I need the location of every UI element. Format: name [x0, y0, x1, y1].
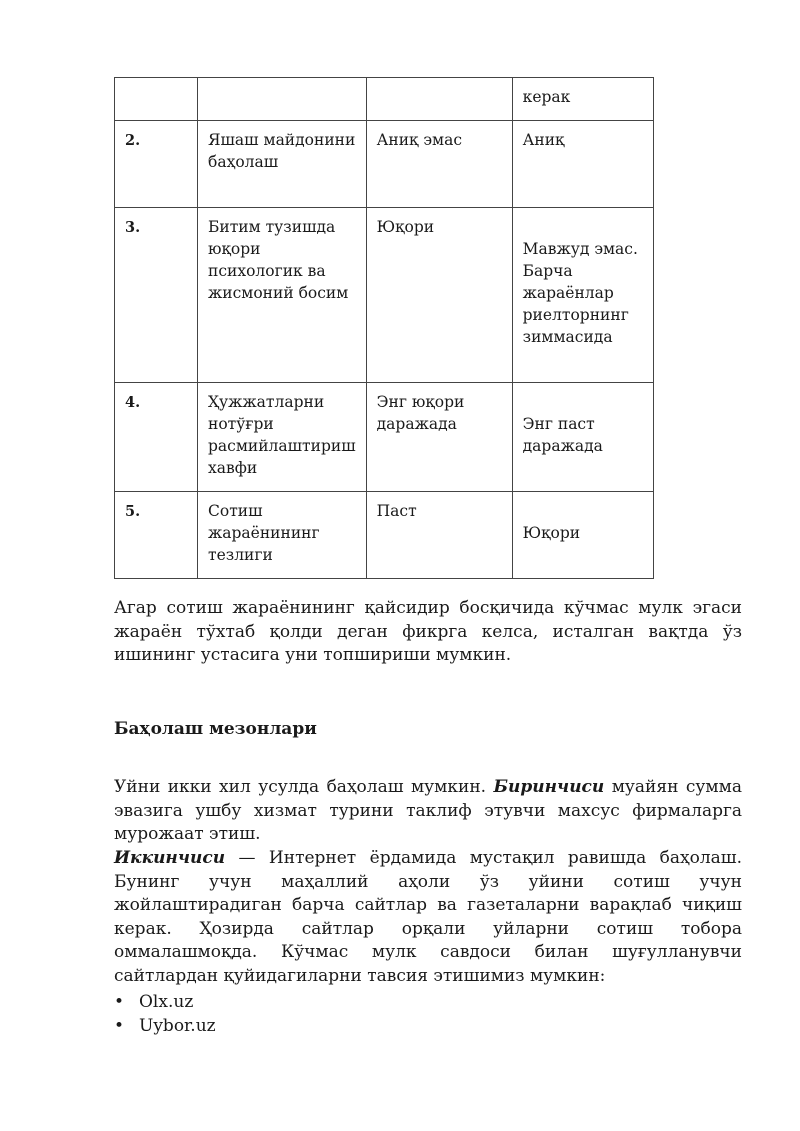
bullet-glyph: •	[114, 992, 125, 1012]
realtor-cell: Мавжуд эмас. Барча жараёнлар риелторнинг зиммасида	[512, 208, 653, 383]
owner-cell: Аниқ эмас	[366, 121, 512, 208]
owner-cell: Паст	[366, 492, 512, 579]
list-item	[114, 990, 216, 1014]
paragraph-first-method	[114, 776, 742, 847]
row-number-cell: 4.	[115, 383, 198, 492]
list-item	[114, 1014, 216, 1038]
row-number-cell	[115, 78, 198, 121]
second-method-text: — Интернет ёрдамида мустақил равишда баҳолаш. Бунинг учун маҳаллий аҳоли ўз уйини сотиш учун жойлаштирадиган барча сайтлар ва газеталарни варақлаб чиқиш керак. Ҳозирда сайтлар орқали уйларни сотиш тобора оммалашмоқда. Кўчмас мулк савдоси билан шуғулланувчи сайтлардан қуйидагиларни тавсия этишимиз мумкин:	[114, 848, 742, 986]
bullet-glyph: •	[114, 1016, 125, 1036]
realtor-cell: керак	[512, 78, 653, 121]
table-row	[115, 492, 654, 579]
owner-cell: Юқори	[366, 208, 512, 383]
table-row	[115, 383, 654, 492]
owner-cell	[366, 78, 512, 121]
table-row	[115, 208, 654, 383]
criterion-cell	[198, 78, 367, 121]
criterion-cell: Сотиш жараёнининг тезлиги	[198, 492, 367, 579]
second-method-label: Иккинчиси	[114, 848, 226, 868]
paragraph-intro-text: Уйни икки хил усулда баҳолаш мумкин.	[114, 777, 494, 797]
table-row	[115, 121, 654, 208]
criterion-cell: Ҳужжатларни нотўғри расмийлаштириш хавфи	[198, 383, 367, 492]
site-name: Uybor.uz	[139, 1016, 216, 1036]
realtor-cell: Юқори	[512, 492, 653, 579]
first-method-text: муайян сумма эвазига ушбу хизмат турини таклиф этувчи махсус фирмаларга мурожаат этиш.	[114, 777, 742, 844]
first-method-label: Биринчиси	[493, 777, 605, 797]
site-name: Olx.uz	[139, 992, 194, 1012]
row-number-cell: 5.	[115, 492, 198, 579]
row-number-cell: 2.	[115, 121, 198, 208]
owner-cell: Энг юқори даражада	[366, 383, 512, 492]
realtor-cell: Аниқ	[512, 121, 653, 208]
row-number-cell: 3.	[115, 208, 198, 383]
recommended-sites-list	[114, 990, 216, 1038]
comparison-table	[114, 77, 654, 579]
criterion-cell: Яшаш майдонини баҳолаш	[198, 121, 367, 208]
section-heading: Баҳолаш мезонлари	[114, 719, 317, 739]
paragraph-realtor-handover: Агар сотиш жараёнининг қайсидир босқичида кўчмас мулк эгаси жараён тўхтаб қолди деган фикрга келса, исталган вақтда ўз ишининг устасига уни топшириши мумкин.	[114, 598, 742, 665]
paragraph-second-method	[114, 847, 742, 988]
criterion-cell: Битим тузишда юқори психологик ва жисмоний босим	[198, 208, 367, 383]
table-row	[115, 78, 654, 121]
realtor-cell: Энг паст даражада	[512, 383, 653, 492]
